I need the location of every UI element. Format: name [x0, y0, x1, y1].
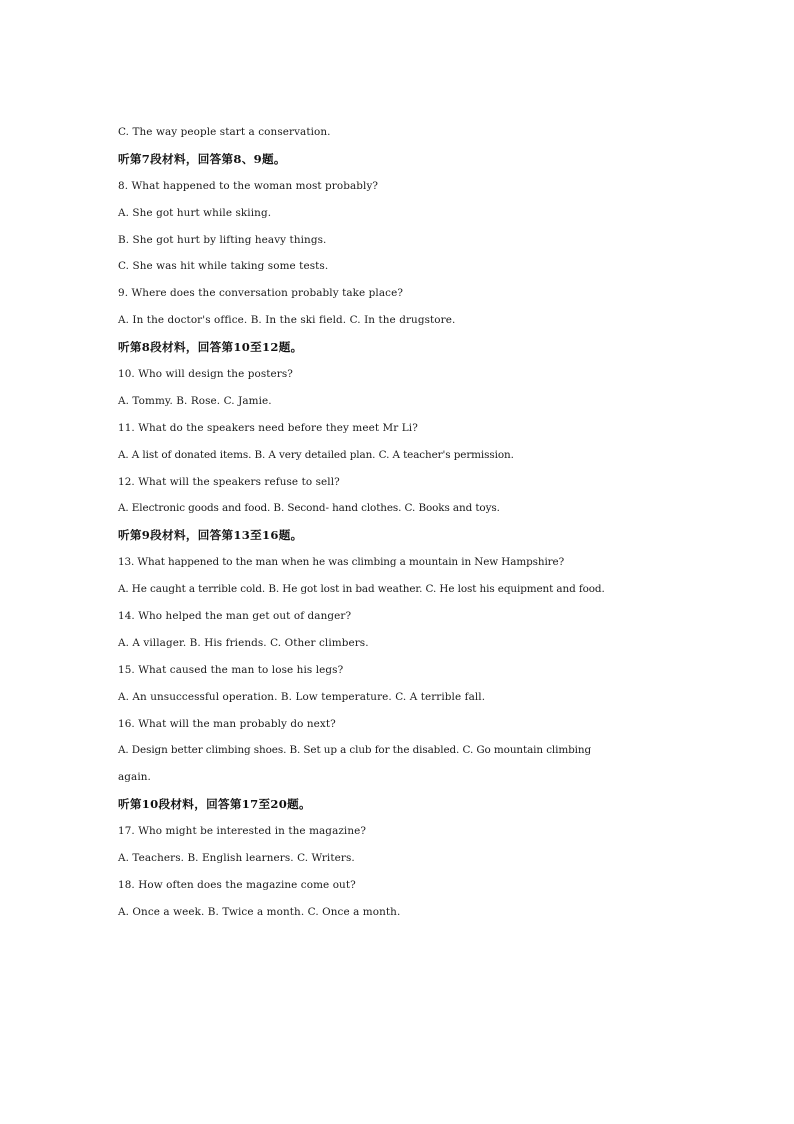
- option-line: A. Design better climbing shoes. B. Set up a club for the disabled. C. Go mountain climbing: [118, 744, 592, 757]
- option-line: A. He caught a terrible cold. B. He got lost in bad weather. C. He lost his equipment and food.: [118, 583, 605, 596]
- question-line: 8. What happened to the woman most probably?: [118, 179, 379, 192]
- option-line: A. A villager. B. His friends. C. Other climbers.: [118, 636, 369, 649]
- question-line: 9. Where does the conversation probably take place?: [118, 287, 403, 300]
- question-line: 15. What caused the man to lose his legs?: [118, 663, 344, 676]
- option-line: A. A list of donated items. B. A very detailed plan. C. A teacher's permission.: [118, 448, 514, 461]
- option-line: B. She got hurt by lifting heavy things.: [118, 233, 327, 246]
- question-line: 17. Who might be interested in the magazine?: [118, 825, 367, 838]
- question-line: 12. What will the speakers refuse to sell?: [118, 475, 340, 488]
- section-heading: 听第9段材料，回答第13至16题。: [118, 528, 303, 543]
- option-line-continuation: again.: [118, 771, 151, 784]
- option-line: C. She was hit while taking some tests.: [118, 260, 329, 273]
- question-line: 14. Who helped the man get out of danger?: [118, 610, 352, 623]
- question-line: 18. How often does the magazine come out?: [118, 878, 356, 891]
- exam-text-body: [118, 119, 684, 926]
- question-line: 13. What happened to the man when he was climbing a mountain in New Hampshire?: [118, 556, 565, 569]
- question-line: 10. Who will design the posters?: [118, 368, 293, 381]
- option-line: A. Tommy. B. Rose. C. Jamie.: [118, 394, 272, 407]
- option-line: A. An unsuccessful operation. B. Low temperature. C. A terrible fall.: [118, 690, 486, 703]
- option-line: A. Electronic goods and food. B. Second- hand clothes. C. Books and toys.: [118, 502, 500, 515]
- option-line: C. The way people start a conservation.: [118, 126, 331, 138]
- option-line: A. Once a week. B. Twice a month. C. Once a month.: [118, 905, 401, 918]
- section-heading: 听第10段材料，回答第17至20题。: [118, 797, 311, 812]
- question-line: 11. What do the speakers need before they meet Mr Li?: [118, 421, 418, 434]
- option-line: A. In the doctor's office. B. In the ski field. C. In the drugstore.: [118, 314, 456, 327]
- section-heading: 听第7段材料，回答第8、9题。: [118, 151, 286, 166]
- option-line: A. She got hurt while skiing.: [118, 206, 272, 219]
- question-line: 16. What will the man probably do next?: [118, 717, 336, 730]
- option-line: A. Teachers. B. English learners. C. Writers.: [118, 852, 355, 865]
- section-heading: 听第8段材料，回答第10至12题。: [118, 340, 303, 355]
